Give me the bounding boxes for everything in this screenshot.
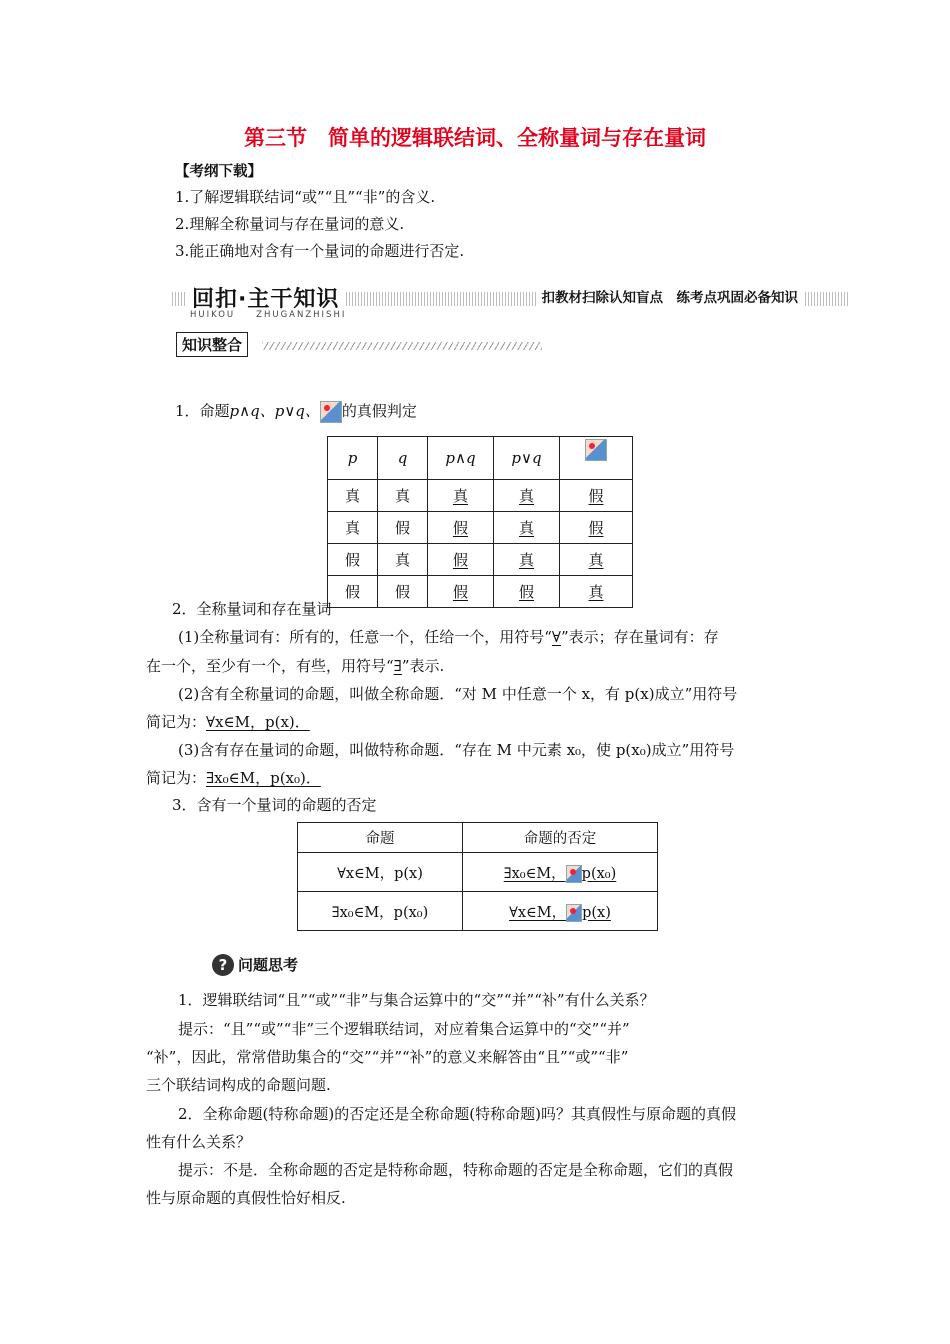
negation-image-icon [585, 439, 607, 461]
question-mark-icon: ? [212, 954, 234, 976]
header-cell: p∧q [428, 437, 494, 480]
paragraph: 三个联结词构成的命题问题. [146, 1076, 331, 1094]
paragraph: 简记为：∃x₀∈M，p(x₀)． [146, 769, 321, 787]
table-cell: 假 [494, 576, 560, 608]
table-cell: 真 [378, 544, 428, 576]
paragraph: 性与原命题的真假性恰好相反. [146, 1189, 346, 1207]
table-header-row [328, 437, 633, 480]
table-cell: 真 [494, 480, 560, 512]
table-row [328, 544, 633, 576]
negation-table [297, 822, 658, 931]
hatch-decoration [262, 342, 542, 350]
table-cell: ∃x₀∈M，p(x₀) [298, 892, 463, 931]
table-cell: 真 [494, 544, 560, 576]
outline-heading: 【考纲下载】 [175, 164, 262, 180]
table-cell: 真 [328, 480, 378, 512]
table-cell: 真 [328, 512, 378, 544]
table-header-row [298, 823, 658, 853]
s1-formula: p∧q、p∨q、 [229, 402, 320, 420]
table-cell: 真 [494, 512, 560, 544]
table-cell: 假 [560, 512, 633, 544]
paragraph: 性有什么关系？ [146, 1133, 252, 1151]
table-row [298, 853, 658, 892]
paragraph: 在一个，至少有一个，有些，用符号“∃”表示. [146, 657, 445, 675]
header-cell [560, 437, 633, 480]
paragraph: “补”，因此，常常借助集合的“交”“并”“补”的意义来解答由“且”“或”“非” [146, 1048, 629, 1066]
section-banner [172, 284, 848, 320]
table-cell: 真 [428, 480, 494, 512]
paragraph: (3)含有存在量词的命题，叫做特称命题．“存在 M 中元素 x₀，使 p(x₀)成立”用符号 [178, 741, 735, 759]
table-cell: 真 [378, 480, 428, 512]
table-row [328, 480, 633, 512]
paragraph: (1)全称量词有：所有的，任意一个，任给一个，用符号“∀”表示；存在量词有：存 [178, 628, 719, 646]
table-cell: ∀x∈M，p(x) [298, 853, 463, 892]
knowledge-label-text: 知识整合 [176, 332, 248, 357]
page-title: 第三节 简单的逻辑联结词、全称量词与存在量词 [244, 126, 706, 150]
paragraph: (2)含有全称量词的命题，叫做全称命题．“对 M 中任意一个 x，有 p(x)成立”用符号 [178, 685, 738, 703]
table-row [328, 512, 633, 544]
table-row [328, 576, 633, 608]
header-cell: 命题的否定 [463, 823, 658, 853]
table-cell: 假 [428, 544, 494, 576]
s1-prefix: 1．命题 [175, 402, 230, 420]
table-cell: ∀x∈M， p(x) [463, 892, 658, 931]
table-cell: 假 [378, 576, 428, 608]
s1-suffix: 的真假判定 [341, 402, 417, 420]
banner-pinyin: HUIKOU ZHUGANZHISHI [190, 310, 347, 320]
table-cell: ∃x₀∈M， p(x₀) [463, 853, 658, 892]
paragraph: 提示：不是．全称命题的否定是特称命题，特称命题的否定是全称命题，它们的真假 [178, 1161, 734, 1179]
paragraph: 提示：“且”“或”“非”三个逻辑联结词，对应着集合运算中的“交”“并” [178, 1020, 630, 1038]
table-row [298, 892, 658, 931]
negation-image-icon [566, 865, 582, 883]
banner-title: 回扣·主干知识 [186, 282, 345, 313]
paragraph: 2．全称命题(特称命题)的否定还是全称命题(特称命题)吗？其真假性与原命题的真假 [178, 1105, 736, 1123]
paragraph: 1．逻辑联结词“且”“或”“非”与集合运算中的“交”“并”“补”有什么关系？ [178, 991, 655, 1009]
header-cell: p [328, 437, 378, 480]
table-cell: 假 [328, 544, 378, 576]
think-label: ? 问题思考 [212, 954, 298, 976]
banner-subtitle: 扣教材扫除认知盲点 练考点巩固必备知识 [536, 286, 805, 306]
header-cell: q [378, 437, 428, 480]
negation-image-icon [566, 904, 582, 922]
table-cell: 假 [328, 576, 378, 608]
section-1-heading [175, 400, 417, 423]
table-cell: 假 [378, 512, 428, 544]
table-cell: 假 [560, 480, 633, 512]
outline-item: 1.了解逻辑联结词“或”“且”“非”的含义. [175, 188, 436, 206]
paragraph: 简记为：∀x∈M，p(x)． [146, 713, 310, 731]
truth-table [327, 436, 633, 608]
table-cell: 真 [560, 576, 633, 608]
section-2-heading: 2．全称量词和存在量词 [172, 600, 332, 618]
outline-item: 3.能正确地对含有一个量词的命题进行否定. [175, 242, 465, 260]
outline-item: 2.理解全称量词与存在量词的意义. [175, 215, 405, 233]
header-cell: 命题 [298, 823, 463, 853]
table-cell: 假 [428, 512, 494, 544]
table-cell: 假 [428, 576, 494, 608]
negation-image-icon [320, 401, 342, 423]
table-cell: 真 [560, 544, 633, 576]
knowledge-label [176, 332, 546, 358]
header-cell: p∨q [494, 437, 560, 480]
section-3-heading: 3．含有一个量词的命题的否定 [172, 796, 377, 814]
